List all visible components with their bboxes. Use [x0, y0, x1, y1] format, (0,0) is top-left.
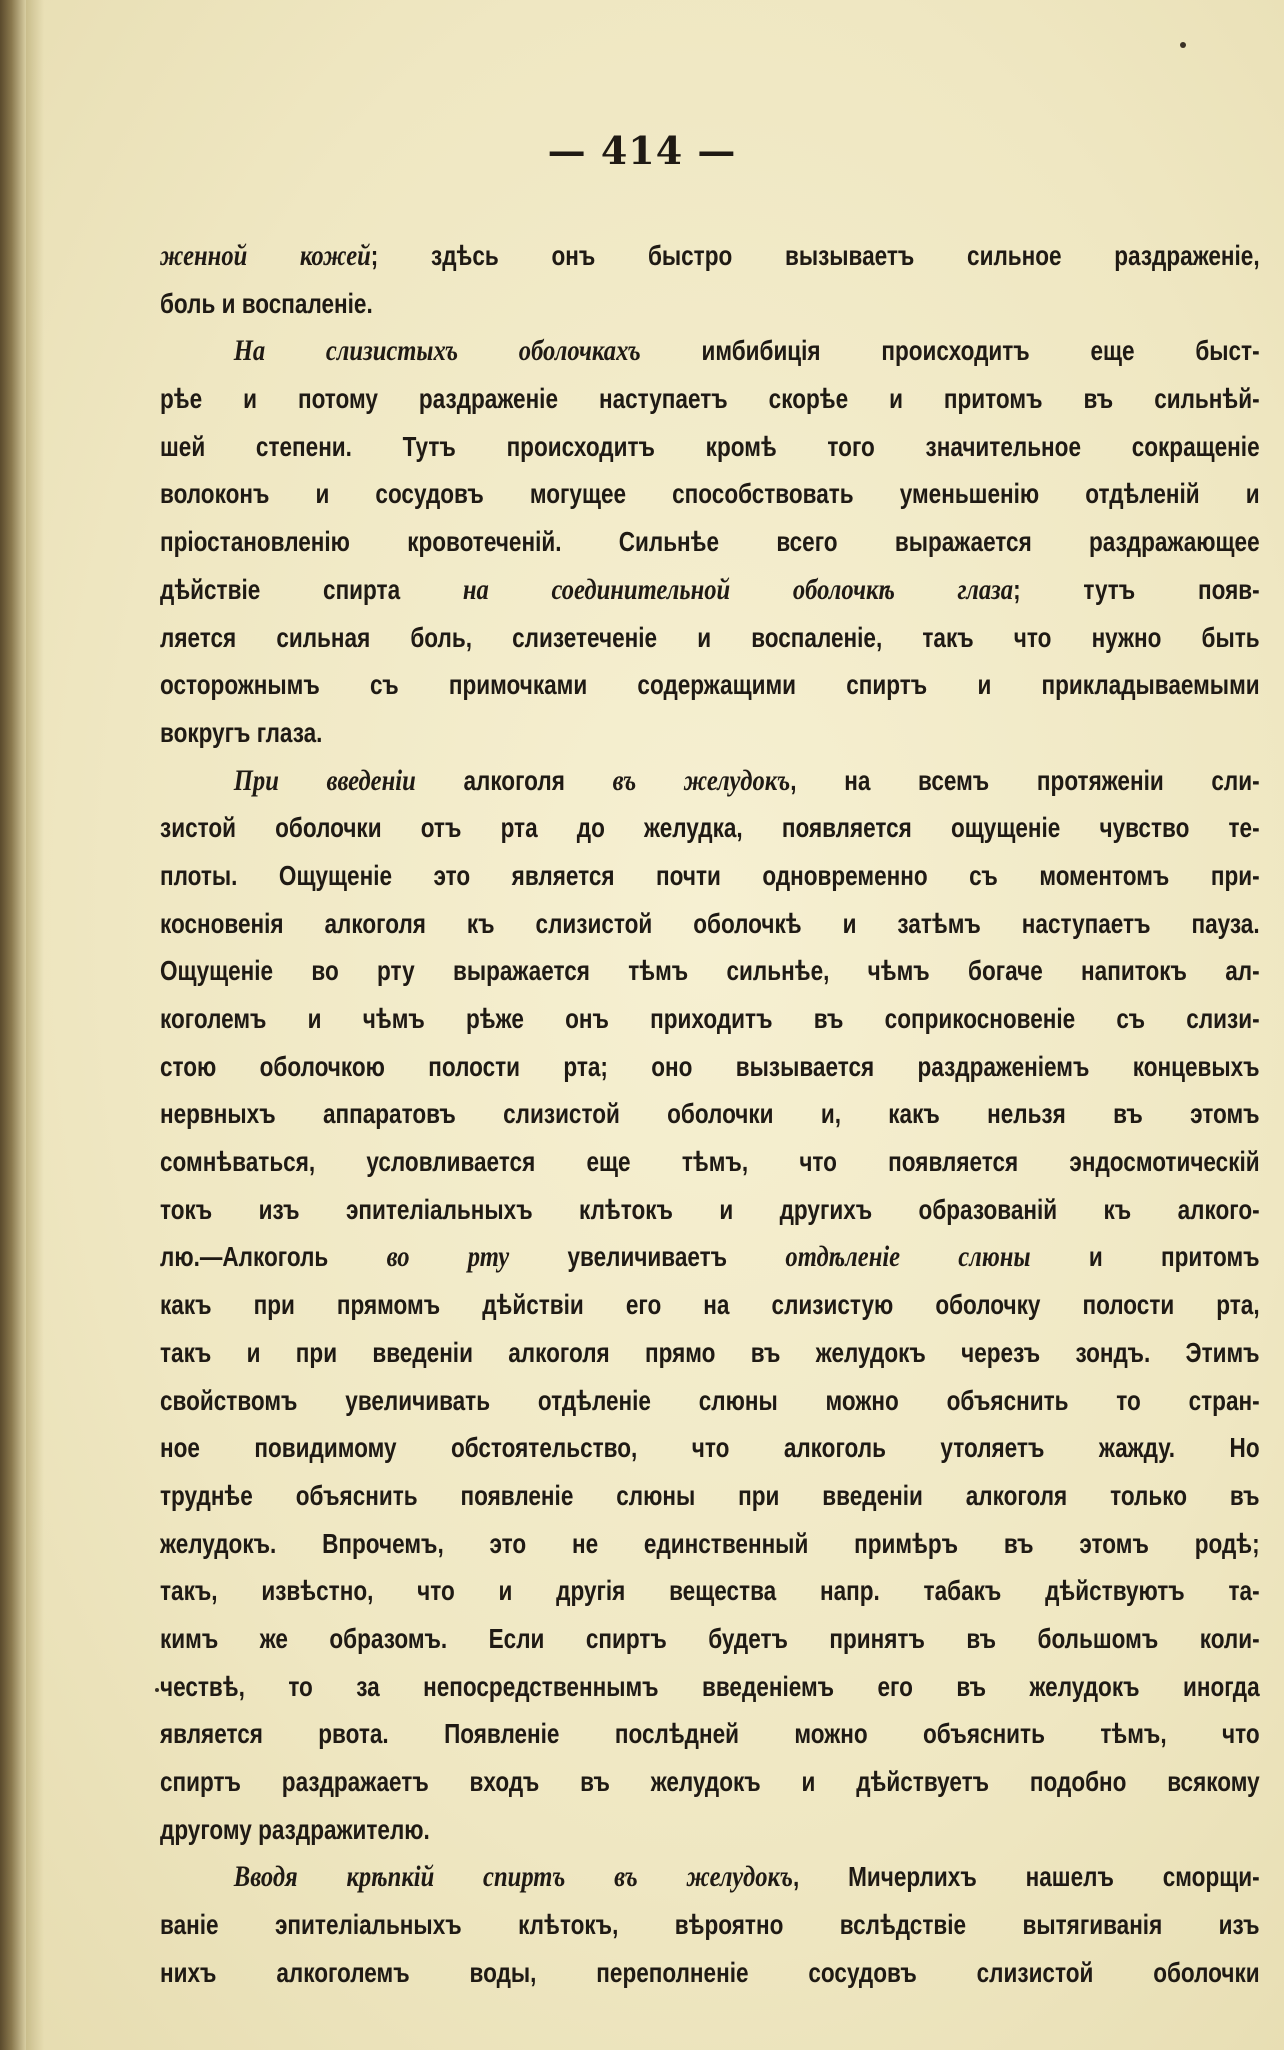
- text-run: ваніе эпителіальныхъ клѣтокъ, вѣроятно вслѣдствіе вытягиванія изъ: [160, 1909, 1260, 1941]
- text-run: шей степени. Тутъ происходитъ кромѣ того значительное сокращеніе: [160, 430, 1260, 462]
- body-text: [160, 232, 1260, 1996]
- text-line: [160, 280, 1260, 328]
- text-line: [160, 661, 1260, 709]
- text-run: дѣйствіе спирта: [160, 573, 463, 605]
- italic-term: женной кожей: [160, 239, 371, 272]
- text-line: [160, 1567, 1260, 1615]
- text-line: [160, 1853, 1260, 1901]
- text-run: сомнѣваться, условливается еще тѣмъ, что появляется эндосмотическій: [160, 1146, 1260, 1178]
- text-run: , Мичерлихъ нашелъ сморщи-: [792, 1861, 1260, 1893]
- text-run: какъ при прямомъ дѣйствіи его на слизистую оболочку полости рта,: [160, 1289, 1260, 1321]
- text-line: [160, 232, 1260, 280]
- italic-term: Вводя крѣпкій спиртъ въ желудокъ: [233, 1860, 793, 1894]
- text-line: [160, 1186, 1260, 1234]
- text-run: , на всемъ протяженіи сли-: [790, 764, 1260, 796]
- text-run: увеличиваетъ: [509, 1241, 786, 1273]
- text-line: [160, 566, 1260, 614]
- text-run: ное повидимому обстоятельство, что алкоголь утоляетъ жажду. Но: [160, 1432, 1260, 1464]
- text-line: [160, 614, 1260, 662]
- text-run: является рвота. Появленіе послѣдней можно объяснить тѣмъ, что: [160, 1718, 1260, 1750]
- text-line: [160, 470, 1260, 518]
- italic-term: отдѣленіе слюны: [785, 1240, 1031, 1274]
- text-line: [160, 423, 1260, 471]
- text-run: пріостановленію кровотеченій. Сильнѣе всего выражается раздражающее: [160, 526, 1260, 558]
- text-line: [160, 995, 1260, 1043]
- italic-term: въ желудокъ: [612, 763, 791, 797]
- book-spine: [0, 0, 26, 2050]
- text-run: боль и воспаленіе.: [160, 287, 373, 319]
- text-run: ; здѣсь онъ быстро вызываетъ сильное раздраженіе,: [370, 240, 1260, 271]
- text-run: такъ и при введеніи алкоголя прямо въ желудокъ черезъ зондъ. Этимъ: [160, 1336, 1260, 1368]
- text-run: другому раздражителю.: [160, 1813, 430, 1845]
- text-run: желудокъ. Впрочемъ, это не единственный примѣръ въ этомъ родѣ;: [160, 1527, 1260, 1559]
- text-run: волоконъ и сосудовъ могущее способствовать уменьшенію отдѣленій и: [160, 478, 1260, 510]
- italic-term: во рту: [386, 1240, 510, 1274]
- text-line: [160, 709, 1260, 757]
- text-line: [160, 1949, 1260, 1997]
- paper-speck: [155, 1688, 159, 1692]
- text-line: [160, 1138, 1260, 1186]
- text-run: косновенія алкоголя къ слизистой оболочкѣ и затѣмъ наступаетъ пауза.: [160, 907, 1260, 939]
- text-line: [160, 1901, 1260, 1949]
- text-run: кимъ же образомъ. Если спиртъ будетъ принятъ въ большомъ коли-: [160, 1622, 1260, 1654]
- text-run: труднѣе объяснить появленіе слюны при введеніи алкоголя только въ: [160, 1479, 1260, 1511]
- text-line: [160, 1806, 1260, 1854]
- text-run: коголемъ и чѣмъ рѣже онъ приходитъ въ соприкосновеніе съ слизи-: [160, 1003, 1260, 1034]
- italic-term: На слизистыхъ оболочкахъ: [233, 334, 641, 368]
- text-line: [160, 757, 1260, 805]
- text-line: [160, 804, 1260, 852]
- italic-term: на соединительной оболочкѣ глаза: [462, 572, 1014, 606]
- paper-speck: [1180, 42, 1186, 48]
- text-run: рѣе и потому раздраженіе наступаетъ скорѣе и притомъ въ сильнѣй-: [160, 383, 1260, 415]
- text-line: [160, 1710, 1260, 1758]
- text-run: имбибиція происходитъ еще быст-: [640, 335, 1260, 367]
- text-line: [160, 1233, 1260, 1281]
- text-run: нервныхъ аппаратовъ слизистой оболочки и, какъ нельзя въ этомъ: [160, 1098, 1260, 1130]
- text-run: ляется сильная боль, слизетеченіе и воспаленіе, такъ что нужно быть: [160, 621, 1260, 653]
- text-run: осторожнымъ съ примочками содержащими спиртъ и прикладываемыми: [160, 669, 1260, 701]
- text-run: ; тутъ появ-: [1013, 573, 1260, 605]
- text-run: вокругъ глаза.: [160, 716, 323, 748]
- text-run: такъ, извѣстно, что и другія вещества напр. табакъ дѣйствуютъ та-: [160, 1575, 1260, 1607]
- text-line: [160, 1377, 1260, 1425]
- text-run: зистой оболочки отъ рта до желудка, появляется ощущеніе чувство те-: [160, 812, 1260, 844]
- text-run: лю.—Алкоголь: [160, 1241, 387, 1273]
- text-run: токъ изъ эпителіальныхъ клѣтокъ и другихъ образованій къ алкого-: [160, 1193, 1260, 1225]
- text-run: и притомъ: [1030, 1241, 1260, 1273]
- text-line: [160, 1329, 1260, 1377]
- text-line: [160, 518, 1260, 566]
- text-run: нихъ алкоголемъ воды, переполненіе сосудовъ слизистой оболочки: [160, 1956, 1260, 1988]
- page-gutter-shadow: [26, 0, 44, 2050]
- text-run: алкоголя: [415, 764, 613, 796]
- text-run: стою оболочкою полости рта; оно вызывается раздраженіемъ концевыхъ: [160, 1050, 1260, 1082]
- text-line: [160, 1758, 1260, 1806]
- text-line: [160, 327, 1260, 375]
- text-line: [160, 1281, 1260, 1329]
- text-line: [160, 1472, 1260, 1520]
- text-line: [160, 375, 1260, 423]
- page-number: — 414 —: [547, 128, 737, 173]
- text-run: свойствомъ увеличивать отдѣленіе слюны можно объяснить то стран-: [160, 1384, 1260, 1416]
- text-line: [160, 900, 1260, 948]
- text-line: [160, 1520, 1260, 1568]
- text-line: [160, 1424, 1260, 1472]
- text-line: [160, 852, 1260, 900]
- text-line: [160, 947, 1260, 995]
- text-line: [160, 1043, 1260, 1091]
- text-line: [160, 1090, 1260, 1138]
- text-line: [160, 1663, 1260, 1711]
- italic-term: При введеніи: [233, 763, 416, 797]
- text-line: [160, 1615, 1260, 1663]
- text-run: спиртъ раздражаетъ входъ въ желудокъ и дѣйствуетъ подобно всякому: [160, 1766, 1260, 1797]
- text-run: чествѣ, то за непосредственнымъ введеніемъ его въ желудокъ иногда: [160, 1670, 1260, 1702]
- text-run: плоты. Ощущеніе это является почти одновременно съ моментомъ при-: [160, 859, 1260, 891]
- text-run: Ощущеніе во рту выражается тѣмъ сильнѣе, чѣмъ богаче напитокъ ал-: [160, 955, 1260, 987]
